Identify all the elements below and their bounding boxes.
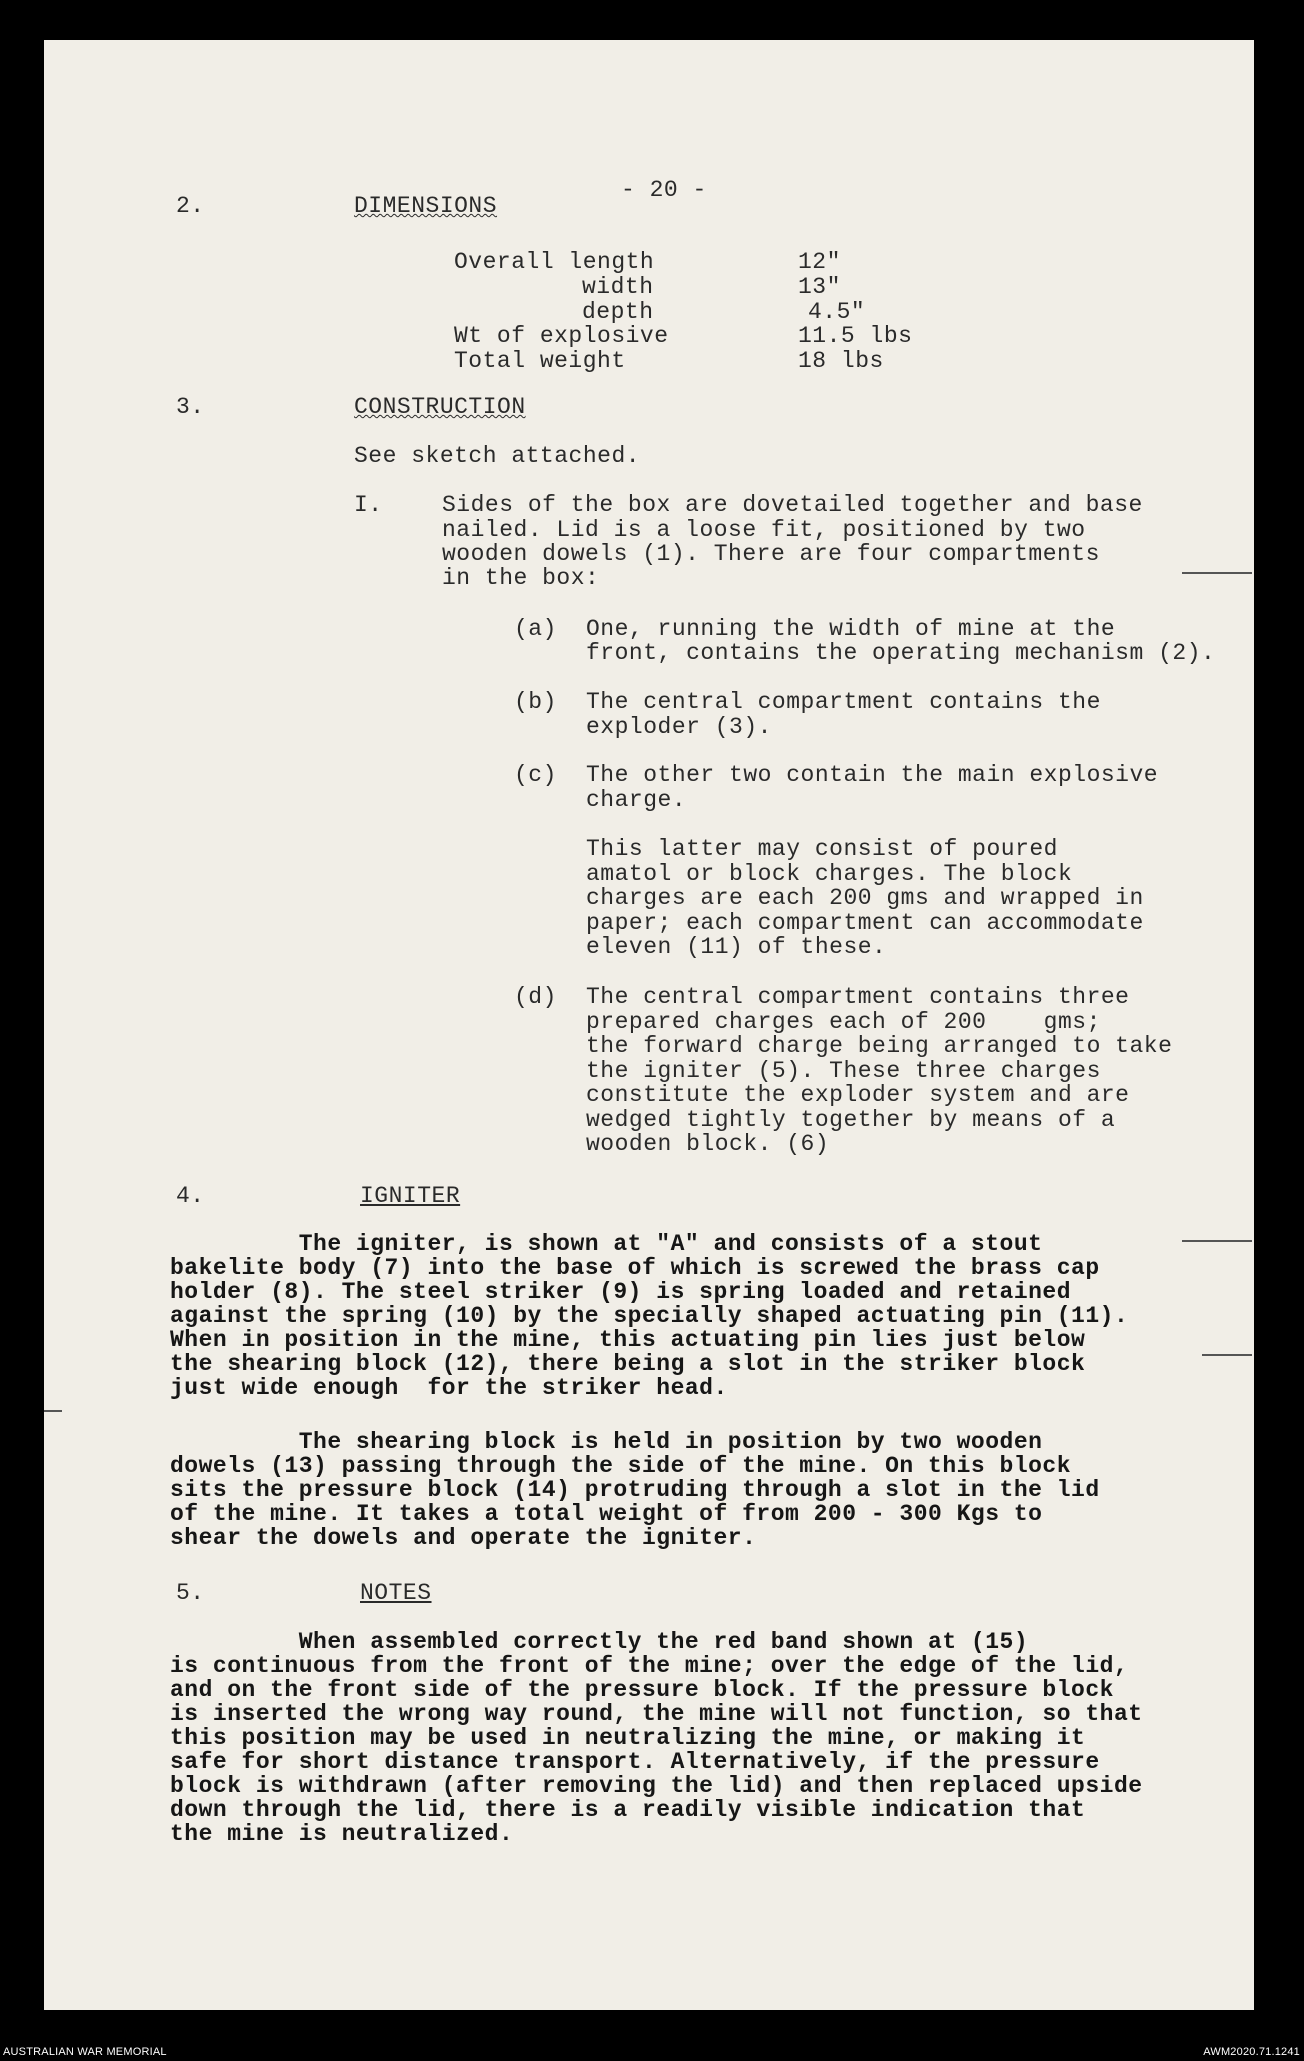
paragraph-line: The shearing block is held in position by two wooden (170, 1429, 1043, 1455)
dimension-value: 13" (798, 274, 841, 300)
paragraph-line: charges are each 200 gms and wrapped in (586, 885, 1144, 911)
margin-mark (1202, 1354, 1252, 1356)
paragraph-line: Sides of the box are dovetailed together and base (442, 492, 1143, 518)
paragraph-line: shear the dowels and operate the igniter. (170, 1525, 757, 1551)
paragraph-line: the mine is neutralized. (170, 1821, 514, 1847)
section-3-number: 3. (176, 394, 205, 420)
paragraph-line: is inserted the wrong way round, the mine will not function, so that (170, 1701, 1143, 1727)
paragraph-line: amatol or block charges. The block (586, 861, 1073, 887)
paragraph-line: wedged tightly together by means of a (586, 1107, 1116, 1133)
section-4-heading: IGNITER (360, 1183, 461, 1209)
paragraph-line: bakelite body (7) into the base of which is screwed the brass cap (170, 1255, 1100, 1281)
paragraph-line: wooden dowels (1). There are four compartments (442, 541, 1100, 567)
paragraph-line: charge. (586, 787, 687, 813)
paragraph-line: against the spring (10) by the specially shaped actuating pin (11). (170, 1303, 1129, 1329)
paragraph-line: prepared charges each of 200 gms; (586, 1009, 1101, 1035)
paragraph-line: dowels (13) passing through the side of the mine. On this block (170, 1453, 1072, 1479)
paragraph-line: This latter may consist of poured (586, 836, 1058, 862)
paragraph-line: front, contains the operating mechanism (2). (586, 640, 1216, 666)
section-5-heading: NOTES (360, 1580, 432, 1606)
paragraph-line: and on the front side of the pressure block. If the pressure block (170, 1677, 1114, 1703)
paragraph-line: the shearing block (12), there being a slot in the striker block (170, 1351, 1086, 1377)
footer-right-id: AWM2020.71.1241 (1203, 2046, 1300, 2058)
paragraph-line: The igniter, is shown at "A" and consists of a stout (170, 1231, 1043, 1257)
paragraph-line: is continuous from the front of the mine; over the edge of the lid, (170, 1653, 1129, 1679)
margin-mark (1182, 1240, 1252, 1242)
paragraph-line: this position may be used in neutralizing the mine, or making it (170, 1725, 1086, 1751)
paragraph-line: safe for short distance transport. Alternatively, if the pressure (170, 1749, 1100, 1775)
dimension-label: width (582, 274, 654, 300)
paragraph-line: wooden block. (6) (586, 1131, 830, 1157)
paragraph-line: down through the lid, there is a readily visible indication that (170, 1797, 1086, 1823)
paragraph-line: the forward charge being arranged to take (586, 1033, 1173, 1059)
paragraph-line: exploder (3). (586, 714, 772, 740)
item-1-number: I. (354, 492, 383, 518)
dimension-value: 11.5 lbs (798, 323, 913, 349)
paragraph-line: in the box: (442, 565, 600, 591)
subitem-label: (a) (514, 616, 557, 642)
dimension-label: Total weight (454, 348, 626, 374)
paragraph-line: The other two contain the main explosive (586, 762, 1159, 788)
paragraph-line: constitute the exploder system and are (586, 1082, 1130, 1108)
document-page (44, 40, 1254, 2010)
page-number: - 20 - (621, 177, 707, 203)
paragraph-line: The central compartment contains the (586, 689, 1101, 715)
margin-mark (44, 1410, 62, 1412)
dimension-label: depth (582, 299, 654, 325)
paragraph-line: The central compartment contains three (586, 984, 1130, 1010)
paragraph-line: eleven (11) of these. (586, 934, 887, 960)
subitem-label: (b) (514, 689, 557, 715)
section-3-heading: CONSTRUCTION (354, 394, 526, 420)
paragraph-line: the igniter (5). These three charges (586, 1058, 1101, 1084)
paragraph-line: One, running the width of mine at the (586, 616, 1116, 642)
dimension-value: 18 lbs (798, 348, 884, 374)
margin-mark (1182, 572, 1252, 574)
subitem-label: (d) (514, 984, 557, 1010)
paragraph-line: paper; each compartment can accommodate (586, 910, 1144, 936)
dimension-value: 12" (798, 249, 841, 275)
section-2-heading: DIMENSIONS (354, 193, 498, 219)
paragraph-line: sits the pressure block (14) protruding through a slot in the lid (170, 1477, 1100, 1503)
paragraph-line: nailed. Lid is a loose fit, positioned by two (442, 517, 1086, 543)
paragraph-line: holder (8). The steel striker (9) is spring loaded and retained (170, 1279, 1072, 1305)
section-2-number: 2. (176, 193, 205, 219)
section-3-intro: See sketch attached. (354, 443, 641, 469)
section-4-number: 4. (176, 1183, 205, 1209)
dimension-value: 4.5" (808, 299, 866, 325)
paragraph-line: just wide enough for the striker head. (170, 1375, 728, 1401)
footer-left-credit: AUSTRALIAN WAR MEMORIAL (3, 2046, 167, 2058)
paragraph-line: block is withdrawn (after removing the lid) and then replaced upside (170, 1773, 1143, 1799)
section-5-number: 5. (176, 1580, 205, 1606)
paragraph-line: When in position in the mine, this actuating pin lies just below (170, 1327, 1086, 1353)
paragraph-line: When assembled correctly the red band shown at (15) (170, 1629, 1029, 1655)
dimension-label: Overall length (454, 249, 655, 275)
dimension-label: Wt of explosive (454, 323, 669, 349)
paragraph-line: of the mine. It takes a total weight of from 200 - 300 Kgs to (170, 1501, 1043, 1527)
subitem-label: (c) (514, 762, 557, 788)
